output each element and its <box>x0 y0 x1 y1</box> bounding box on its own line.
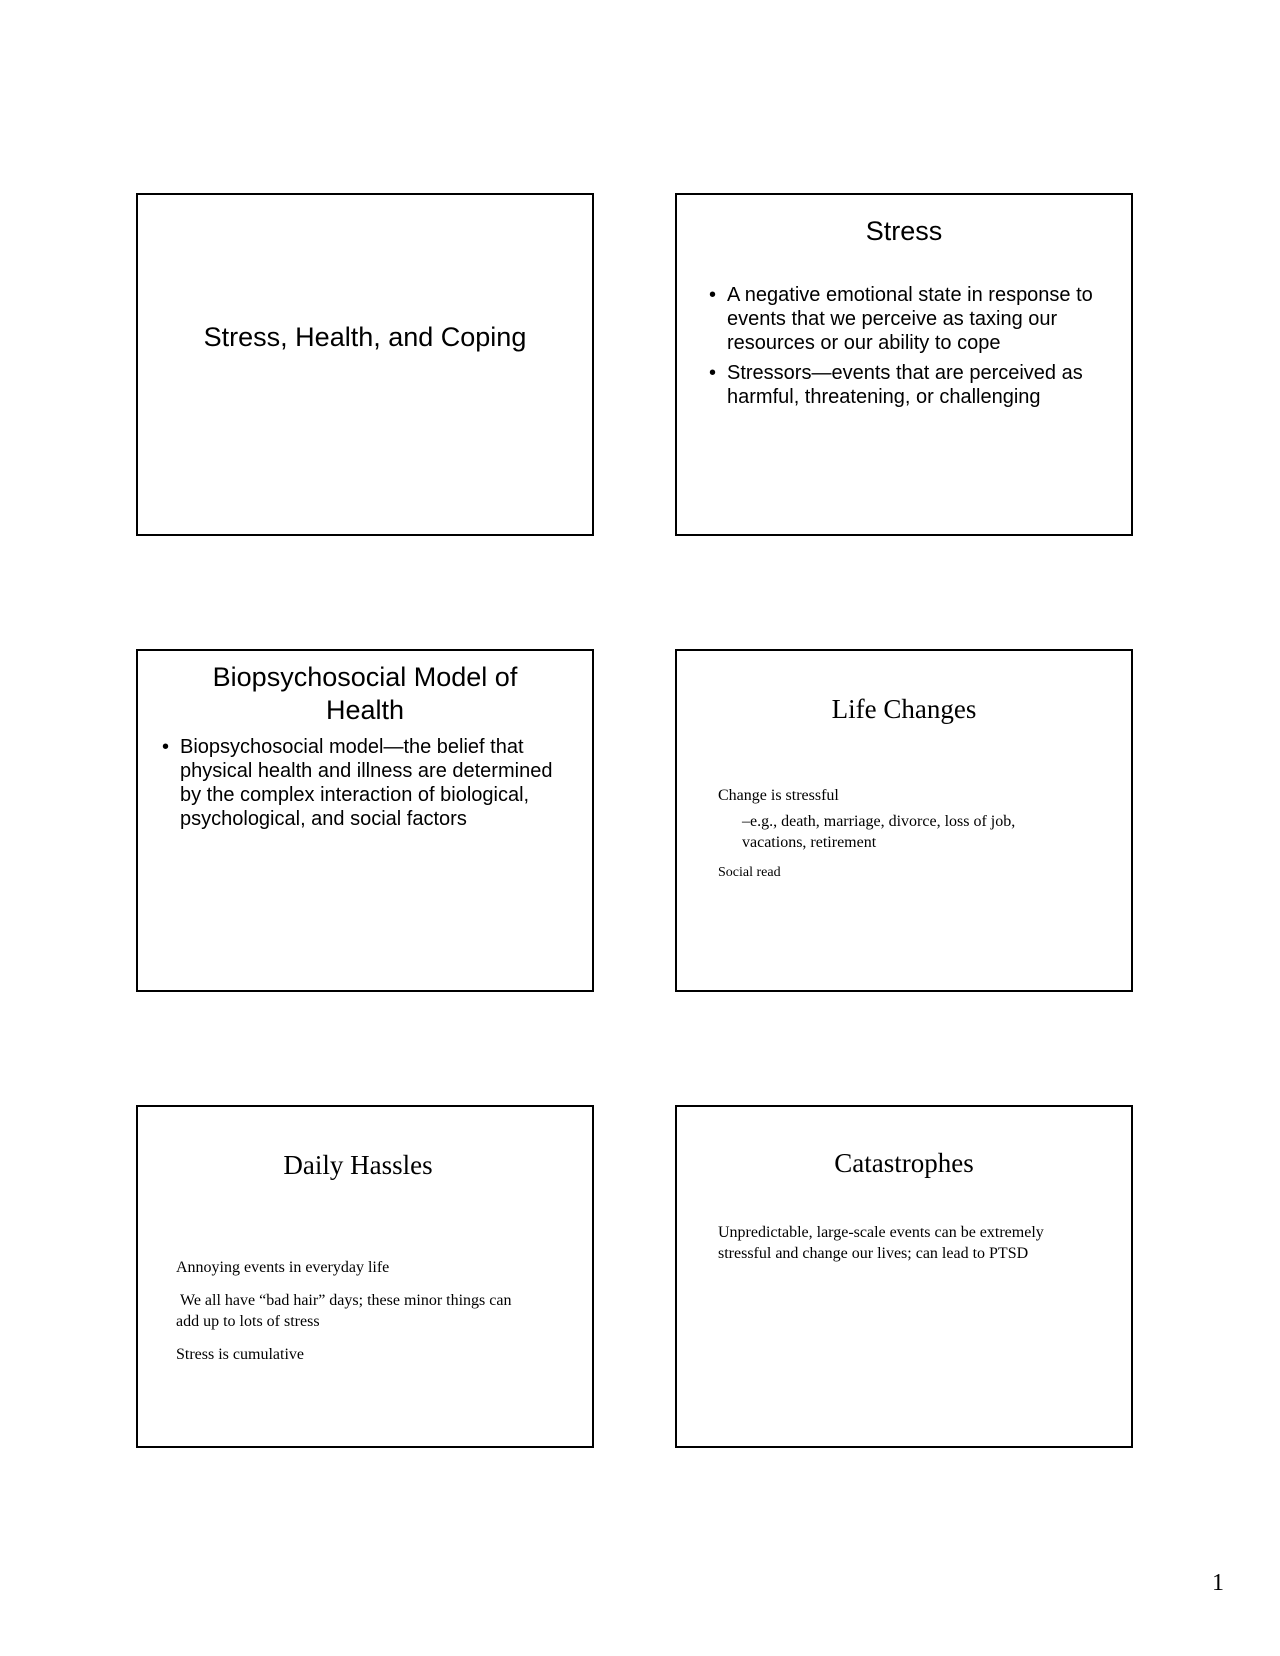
body-text: We all have “bad hair” days; these minor things can add up to lots of stress <box>176 1292 512 1330</box>
body-text: Social read <box>718 865 781 880</box>
body-text-indented: –e.g., death, marriage, divorce, loss of job, vacations, retirement <box>742 813 1016 851</box>
slide-life-changes <box>675 649 1133 992</box>
slide-title: Catastrophes <box>834 1148 974 1178</box>
slide-stress <box>675 193 1133 536</box>
body-text: Change is stressful <box>718 787 839 804</box>
slide-title <box>138 661 592 727</box>
slide-catastrophes <box>675 1105 1133 1448</box>
page-number: 1 <box>1212 1570 1224 1596</box>
slide-title-line: Health <box>325 695 405 725</box>
body-text: Stress is cumulative <box>176 1346 304 1363</box>
bullet-item: • Stressors—events that are perceived as harmful, threatening, or challenging <box>709 361 1094 409</box>
slide-biopsychosocial-model <box>136 649 594 992</box>
slide-daily-hassles <box>136 1105 594 1448</box>
bullet-list <box>709 283 1094 415</box>
bullet-item: • Biopsychosocial model—the belief that physical health and illness are determined by the complex interaction of biological, psychological, and social factors <box>162 735 567 831</box>
slide-stress-health-coping <box>136 193 594 536</box>
slide-title: Stress <box>865 216 943 246</box>
body-text: Unpredictable, large-scale events can be extremely stressful and change our lives; can lead to PTSD <box>718 1224 1044 1262</box>
slide-title: Daily Hassles <box>283 1150 433 1180</box>
bullet-item: • A negative emotional state in response to events that we perceive as taxing our resources or our ability to cope <box>709 283 1094 355</box>
bullet-list <box>162 735 567 837</box>
slide-title: Life Changes <box>831 694 977 724</box>
body-text: Annoying events in everyday life <box>176 1259 390 1276</box>
slide-title: Stress, Health, and Coping <box>203 322 527 352</box>
slide-title-line: Biopsychosocial Model of <box>212 662 518 692</box>
